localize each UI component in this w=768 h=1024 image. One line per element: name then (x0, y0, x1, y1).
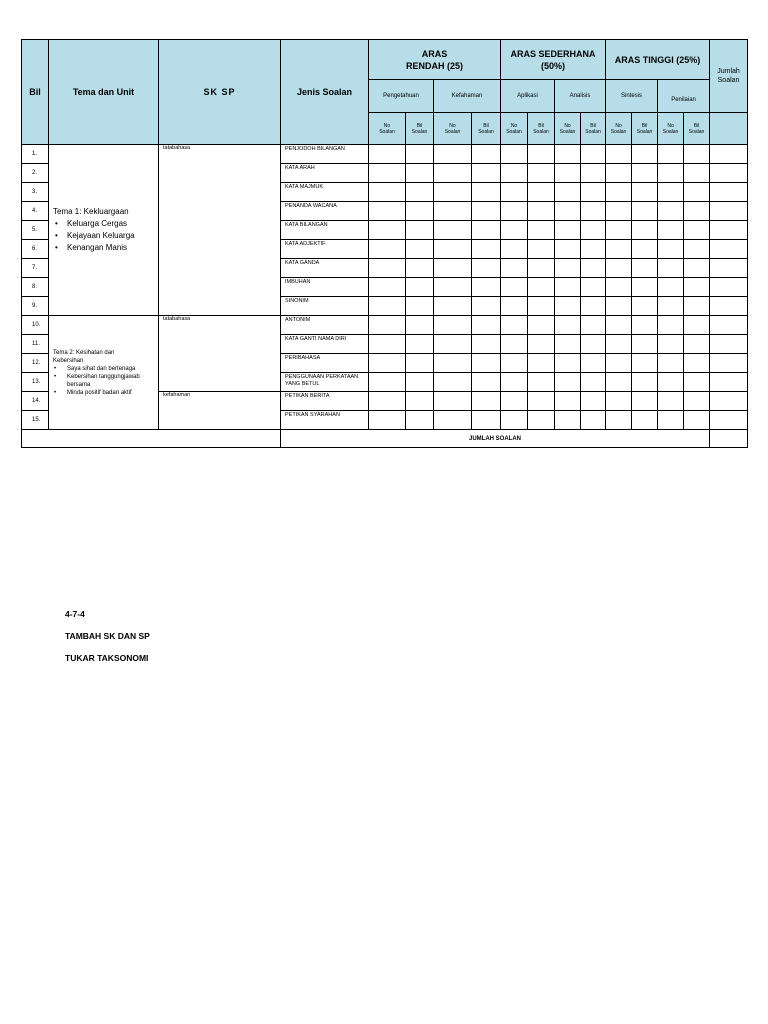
no-soalan-cell[interactable] (555, 221, 581, 240)
no-soalan-cell[interactable] (369, 183, 406, 202)
no-soalan-cell[interactable] (434, 221, 472, 240)
row-jenis-soalan: KATA BILANGAN (281, 221, 369, 240)
no-soalan-cell[interactable] (658, 335, 684, 354)
no-soalan-cell[interactable] (658, 354, 684, 373)
sksp-tatabahasa-2: tatabahasa (159, 316, 281, 392)
no-soalan-cell[interactable] (606, 278, 632, 297)
no-soalan-cell[interactable] (501, 335, 528, 354)
no-soalan-cell[interactable] (501, 278, 528, 297)
bil-soalan-cell[interactable] (581, 373, 606, 392)
bil-soalan-cell[interactable] (581, 354, 606, 373)
jumlah-cell[interactable] (710, 392, 748, 411)
bil-soalan-cell[interactable] (632, 221, 658, 240)
jumlah-cell[interactable] (710, 164, 748, 183)
no-soalan-cell[interactable] (369, 145, 406, 164)
no-soalan-cell[interactable] (606, 335, 632, 354)
no-soalan-cell[interactable] (501, 164, 528, 183)
no-soalan-cell[interactable] (501, 240, 528, 259)
row-bil: 5. (22, 221, 49, 240)
tema-1-cell (49, 145, 159, 316)
bil-soalan-cell[interactable] (684, 335, 710, 354)
bil-soalan-cell[interactable] (632, 240, 658, 259)
bil-soalan-cell[interactable] (581, 145, 606, 164)
no-soalan-cell[interactable] (658, 240, 684, 259)
bil-soalan-cell[interactable] (684, 164, 710, 183)
bil-soalan-cell[interactable] (406, 392, 434, 411)
bil-soalan-cell[interactable] (581, 164, 606, 183)
tema-2-unit: • Minda positif badan aktif (67, 389, 158, 397)
no-soalan-cell[interactable] (658, 202, 684, 221)
bil-soalan-cell[interactable] (684, 221, 710, 240)
bil-soalan-cell[interactable] (581, 202, 606, 221)
no-soalan-cell[interactable] (434, 183, 472, 202)
row-jenis-soalan: PETIKAN BERITA (281, 392, 369, 411)
bil-soalan-cell[interactable] (581, 297, 606, 316)
bil-soalan-cell[interactable] (406, 411, 434, 430)
no-soalan-cell[interactable] (555, 297, 581, 316)
bil-soalan-cell[interactable] (581, 411, 606, 430)
header-aras-tinggi: ARAS TINGGI (25%) (606, 40, 710, 80)
bil-soalan-cell[interactable] (472, 354, 501, 373)
header-level-6: Penilaian (658, 80, 710, 113)
bil-soalan-label: Bil Soalan (478, 122, 494, 135)
bil-soalan-cell[interactable] (528, 240, 555, 259)
no-soalan-cell[interactable] (555, 373, 581, 392)
bil-soalan-cell[interactable] (528, 183, 555, 202)
sksp-tatabahasa-1: tatabahasa (159, 145, 281, 316)
row-jenis-soalan: SINONIM (281, 297, 369, 316)
row-jenis-soalan: IMBUHAN (281, 278, 369, 297)
jsu-table (21, 39, 748, 448)
no-soalan-cell[interactable] (658, 259, 684, 278)
tema-2-title: Tema 2: Kesihatan dan Kebersihan (53, 349, 115, 364)
no-soalan-cell[interactable] (434, 373, 472, 392)
no-soalan-cell[interactable] (555, 335, 581, 354)
bil-soalan-cell[interactable] (406, 164, 434, 183)
row-jenis-soalan: KATA GANDA (281, 259, 369, 278)
bil-soalan-cell[interactable] (684, 278, 710, 297)
bil-soalan-cell[interactable] (406, 240, 434, 259)
bil-soalan-cell[interactable] (581, 335, 606, 354)
bil-soalan-cell[interactable] (632, 392, 658, 411)
aras-rendah-label: ARAS RENDAH (25) (406, 48, 464, 71)
header-tema: Tema dan Unit (49, 40, 159, 145)
tema-2-unit: • Saya sihat dan bertenaga (67, 365, 158, 373)
row-bil: 15. (22, 411, 49, 430)
row-jenis-soalan: PERIBAHASA (281, 354, 369, 373)
bil-soalan-cell[interactable] (406, 316, 434, 335)
no-soalan-cell[interactable] (434, 335, 472, 354)
no-soalan-cell[interactable] (555, 259, 581, 278)
header-jumlah-blank (710, 113, 748, 145)
note-3: TUKAR TAKSONOMI (65, 653, 149, 663)
tema-1-title: Tema 1: Kekluargaan (53, 207, 129, 216)
no-soalan-cell[interactable] (434, 278, 472, 297)
row-jenis-soalan: KATA ARAH (281, 164, 369, 183)
bil-soalan-label: Bil Soalan (688, 122, 705, 135)
aras-sederhana-label: ARAS SEDERHANA (50%) (510, 48, 596, 71)
tema-1-unit: • Kejayaan Keluarga (67, 230, 158, 242)
bil-soalan-label: Bil Soalan (636, 122, 653, 135)
bil-soalan-cell[interactable] (632, 373, 658, 392)
bil-soalan-cell[interactable] (528, 164, 555, 183)
row-jenis-soalan: PETIKAN SYARAHAN (281, 411, 369, 430)
no-soalan-cell[interactable] (369, 354, 406, 373)
no-soalan-cell[interactable] (555, 183, 581, 202)
bil-soalan-cell[interactable] (684, 411, 710, 430)
no-soalan-cell[interactable] (606, 240, 632, 259)
bil-soalan-cell[interactable] (581, 392, 606, 411)
bil-soalan-cell[interactable] (472, 335, 501, 354)
bil-soalan-cell[interactable] (406, 278, 434, 297)
jumlah-cell[interactable] (710, 335, 748, 354)
bil-soalan-cell[interactable] (472, 145, 501, 164)
row-bil: 6. (22, 240, 49, 259)
jumlah-cell[interactable] (710, 202, 748, 221)
bil-soalan-cell[interactable] (472, 202, 501, 221)
header-jumlah-soalan (710, 40, 748, 113)
bil-soalan-cell[interactable] (684, 392, 710, 411)
notes (65, 608, 150, 674)
no-soalan-cell[interactable] (658, 373, 684, 392)
total-value-cell[interactable] (710, 430, 748, 448)
no-soalan-cell[interactable] (434, 259, 472, 278)
bil-soalan-cell[interactable] (528, 221, 555, 240)
no-soalan-label: No Soalan (610, 122, 627, 135)
jumlah-cell[interactable] (710, 259, 748, 278)
no-soalan-cell[interactable] (369, 164, 406, 183)
row-jenis-soalan: PENJODOH BILANGAN (281, 145, 369, 164)
header-no-soalan (658, 113, 684, 145)
no-soalan-cell[interactable] (369, 335, 406, 354)
no-soalan-cell[interactable] (434, 297, 472, 316)
header-jenis-soalan: Jenis Soalan (281, 40, 369, 145)
no-soalan-cell[interactable] (606, 164, 632, 183)
row-bil: 10. (22, 316, 49, 335)
bil-soalan-cell[interactable] (472, 392, 501, 411)
jumlah-soalan-label: Jumlah Soalan (717, 68, 740, 84)
no-soalan-cell[interactable] (555, 354, 581, 373)
no-soalan-cell[interactable] (369, 373, 406, 392)
row-bil: 3. (22, 183, 49, 202)
bil-soalan-cell[interactable] (684, 145, 710, 164)
no-soalan-label: No Soalan (444, 122, 461, 135)
no-soalan-cell[interactable] (658, 183, 684, 202)
no-soalan-cell[interactable] (501, 202, 528, 221)
header-bil-soalan (581, 113, 606, 145)
jumlah-cell[interactable] (710, 183, 748, 202)
no-soalan-label: No Soalan (662, 122, 679, 135)
bil-soalan-cell[interactable] (528, 392, 555, 411)
jumlah-cell[interactable] (710, 297, 748, 316)
no-soalan-cell[interactable] (555, 202, 581, 221)
no-soalan-cell[interactable] (501, 392, 528, 411)
bil-soalan-cell[interactable] (528, 297, 555, 316)
bil-soalan-cell[interactable] (472, 316, 501, 335)
no-soalan-label: No Soalan (559, 122, 576, 135)
bil-soalan-cell[interactable] (472, 240, 501, 259)
no-soalan-cell[interactable] (606, 145, 632, 164)
no-soalan-cell[interactable] (555, 240, 581, 259)
no-soalan-cell[interactable] (434, 392, 472, 411)
bil-soalan-cell[interactable] (632, 202, 658, 221)
no-soalan-cell[interactable] (606, 392, 632, 411)
bil-soalan-cell[interactable] (581, 259, 606, 278)
row-jenis-soalan: KATA ADJEKTIF (281, 240, 369, 259)
no-soalan-cell[interactable] (434, 145, 472, 164)
row-bil: 12. (22, 354, 49, 373)
header-level-3: Aplikasi (501, 80, 555, 113)
row-jenis-soalan: ANTONIM (281, 316, 369, 335)
no-soalan-cell[interactable] (658, 278, 684, 297)
no-soalan-cell[interactable] (501, 145, 528, 164)
bil-soalan-label: Bil Soalan (533, 122, 549, 135)
bil-soalan-cell[interactable] (406, 183, 434, 202)
bil-soalan-cell[interactable] (684, 259, 710, 278)
no-soalan-cell[interactable] (606, 259, 632, 278)
bil-soalan-cell[interactable] (684, 354, 710, 373)
bil-soalan-cell[interactable] (406, 335, 434, 354)
row-jenis-soalan: KATA GANTI NAMA DIRI (281, 335, 369, 354)
no-soalan-cell[interactable] (658, 297, 684, 316)
header-aras-rendah (369, 40, 501, 80)
no-soalan-cell[interactable] (434, 240, 472, 259)
tema-2-units (53, 365, 158, 397)
bil-soalan-cell[interactable] (581, 221, 606, 240)
jumlah-cell[interactable] (710, 145, 748, 164)
bil-soalan-label: Bil Soalan (411, 122, 428, 135)
bil-soalan-cell[interactable] (406, 297, 434, 316)
tema-2-cell (49, 316, 159, 430)
no-soalan-cell[interactable] (369, 240, 406, 259)
bil-soalan-cell[interactable] (472, 278, 501, 297)
header-level-2: Kefahaman (434, 80, 501, 113)
bil-soalan-cell[interactable] (528, 145, 555, 164)
bil-soalan-cell[interactable] (528, 202, 555, 221)
row-bil: 11. (22, 335, 49, 354)
no-soalan-cell[interactable] (369, 316, 406, 335)
bil-soalan-cell[interactable] (632, 145, 658, 164)
header-level-1: Pengetahuan (369, 80, 434, 113)
no-soalan-cell[interactable] (369, 278, 406, 297)
no-soalan-cell[interactable] (658, 145, 684, 164)
header-no-soalan (501, 113, 528, 145)
bil-soalan-cell[interactable] (632, 297, 658, 316)
no-soalan-cell[interactable] (606, 411, 632, 430)
jumlah-cell[interactable] (710, 316, 748, 335)
table-row (22, 316, 748, 335)
tema-1-unit: • Kenangan Manis (67, 242, 158, 254)
no-soalan-cell[interactable] (434, 411, 472, 430)
bil-soalan-cell[interactable] (632, 354, 658, 373)
no-soalan-cell[interactable] (369, 202, 406, 221)
bil-soalan-cell[interactable] (406, 259, 434, 278)
bil-soalan-cell[interactable] (472, 373, 501, 392)
bil-soalan-label: Bil Soalan (585, 122, 601, 135)
no-soalan-cell[interactable] (501, 354, 528, 373)
no-soalan-cell[interactable] (555, 316, 581, 335)
bil-soalan-cell[interactable] (472, 221, 501, 240)
sksp-kefahaman: kefahaman (159, 392, 281, 430)
bil-soalan-cell[interactable] (406, 354, 434, 373)
no-soalan-cell[interactable] (369, 259, 406, 278)
no-soalan-cell[interactable] (501, 259, 528, 278)
header-no-soalan (434, 113, 472, 145)
header-level-4: Analisis (555, 80, 606, 113)
header-bil-soalan (632, 113, 658, 145)
row-bil: 4. (22, 202, 49, 221)
bil-soalan-cell[interactable] (581, 183, 606, 202)
bil-soalan-cell[interactable] (528, 259, 555, 278)
bil-soalan-cell[interactable] (581, 278, 606, 297)
total-row (22, 430, 748, 448)
no-soalan-cell[interactable] (501, 297, 528, 316)
no-soalan-label: No Soalan (379, 122, 395, 135)
bil-soalan-cell[interactable] (632, 183, 658, 202)
jumlah-cell[interactable] (710, 411, 748, 430)
bil-soalan-cell[interactable] (632, 164, 658, 183)
table-row (22, 145, 748, 164)
bil-soalan-cell[interactable] (581, 316, 606, 335)
bil-soalan-cell[interactable] (684, 183, 710, 202)
no-soalan-cell[interactable] (501, 411, 528, 430)
jumlah-cell[interactable] (710, 373, 748, 392)
bil-soalan-cell[interactable] (632, 316, 658, 335)
header-bil-soalan (472, 113, 501, 145)
no-soalan-cell[interactable] (555, 278, 581, 297)
jumlah-cell[interactable] (710, 278, 748, 297)
bil-soalan-cell[interactable] (406, 373, 434, 392)
no-soalan-label: No Soalan (506, 122, 522, 135)
no-soalan-cell[interactable] (555, 145, 581, 164)
jumlah-cell[interactable] (710, 354, 748, 373)
header-bil-soalan (528, 113, 555, 145)
no-soalan-cell[interactable] (555, 392, 581, 411)
total-label: JUMLAH SOALAN (281, 430, 710, 448)
no-soalan-cell[interactable] (658, 221, 684, 240)
no-soalan-cell[interactable] (369, 221, 406, 240)
header-level-5: Sintesis (606, 80, 658, 113)
no-soalan-cell[interactable] (369, 297, 406, 316)
row-bil: 13. (22, 373, 49, 392)
no-soalan-cell[interactable] (606, 316, 632, 335)
bil-soalan-cell[interactable] (528, 335, 555, 354)
no-soalan-cell[interactable] (658, 392, 684, 411)
tema-1-units (53, 218, 158, 254)
jumlah-cell[interactable] (710, 221, 748, 240)
no-soalan-cell[interactable] (606, 297, 632, 316)
no-soalan-cell[interactable] (434, 164, 472, 183)
no-soalan-cell[interactable] (501, 316, 528, 335)
row-bil: 7. (22, 259, 49, 278)
no-soalan-cell[interactable] (606, 373, 632, 392)
no-soalan-cell[interactable] (369, 411, 406, 430)
bil-soalan-cell[interactable] (472, 164, 501, 183)
header-aras-sederhana (501, 40, 606, 80)
no-soalan-cell[interactable] (606, 202, 632, 221)
bil-soalan-cell[interactable] (472, 183, 501, 202)
no-soalan-cell[interactable] (434, 202, 472, 221)
row-bil: 9. (22, 297, 49, 316)
header-no-soalan (369, 113, 406, 145)
row-bil: 1. (22, 145, 49, 164)
bil-soalan-cell[interactable] (684, 240, 710, 259)
note-2: TAMBAH SK DAN SP (65, 631, 150, 641)
bil-soalan-cell[interactable] (406, 145, 434, 164)
bil-soalan-cell[interactable] (684, 297, 710, 316)
bil-soalan-cell[interactable] (684, 202, 710, 221)
header-bil-soalan (684, 113, 710, 145)
row-jenis-soalan: PENGGUNAAN PERKATAAN YANG BETUL (281, 373, 369, 392)
no-soalan-cell[interactable] (658, 411, 684, 430)
no-soalan-cell[interactable] (606, 183, 632, 202)
no-soalan-cell[interactable] (658, 316, 684, 335)
header-no-soalan (555, 113, 581, 145)
tema-2-unit: • Kebersihan tanggungjawab bersama (67, 373, 158, 389)
header-sksp: SK SP (159, 40, 281, 145)
bil-soalan-cell[interactable] (684, 373, 710, 392)
total-blank (22, 430, 281, 448)
no-soalan-cell[interactable] (501, 373, 528, 392)
note-1: 4-7-4 (65, 609, 85, 619)
no-soalan-cell[interactable] (434, 354, 472, 373)
bil-soalan-cell[interactable] (472, 411, 501, 430)
no-soalan-cell[interactable] (434, 316, 472, 335)
bil-soalan-cell[interactable] (406, 202, 434, 221)
bil-soalan-cell[interactable] (406, 221, 434, 240)
bil-soalan-cell[interactable] (632, 411, 658, 430)
header-bil: Bil (22, 40, 49, 145)
no-soalan-cell[interactable] (369, 392, 406, 411)
header-bil-soalan (406, 113, 434, 145)
bil-soalan-cell[interactable] (528, 278, 555, 297)
no-soalan-cell[interactable] (501, 183, 528, 202)
no-soalan-cell[interactable] (606, 221, 632, 240)
bil-soalan-cell[interactable] (684, 316, 710, 335)
bil-soalan-cell[interactable] (528, 373, 555, 392)
no-soalan-cell[interactable] (555, 411, 581, 430)
bil-soalan-cell[interactable] (528, 411, 555, 430)
no-soalan-cell[interactable] (555, 164, 581, 183)
bil-soalan-cell[interactable] (581, 240, 606, 259)
bil-soalan-cell[interactable] (472, 259, 501, 278)
header-no-soalan (606, 113, 632, 145)
bil-soalan-cell[interactable] (632, 335, 658, 354)
no-soalan-cell[interactable] (501, 221, 528, 240)
bil-soalan-cell[interactable] (632, 278, 658, 297)
bil-soalan-cell[interactable] (472, 297, 501, 316)
bil-soalan-cell[interactable] (528, 354, 555, 373)
row-bil: 14. (22, 392, 49, 411)
row-jenis-soalan: KATA MAJMUK (281, 183, 369, 202)
no-soalan-cell[interactable] (606, 354, 632, 373)
tema-1-unit: • Keluarga Cergas (67, 218, 158, 230)
row-bil: 2. (22, 164, 49, 183)
row-jenis-soalan: PENANDA WACANA (281, 202, 369, 221)
bil-soalan-cell[interactable] (528, 316, 555, 335)
bil-soalan-cell[interactable] (632, 259, 658, 278)
row-bil: 8. (22, 278, 49, 297)
jumlah-cell[interactable] (710, 240, 748, 259)
no-soalan-cell[interactable] (658, 164, 684, 183)
